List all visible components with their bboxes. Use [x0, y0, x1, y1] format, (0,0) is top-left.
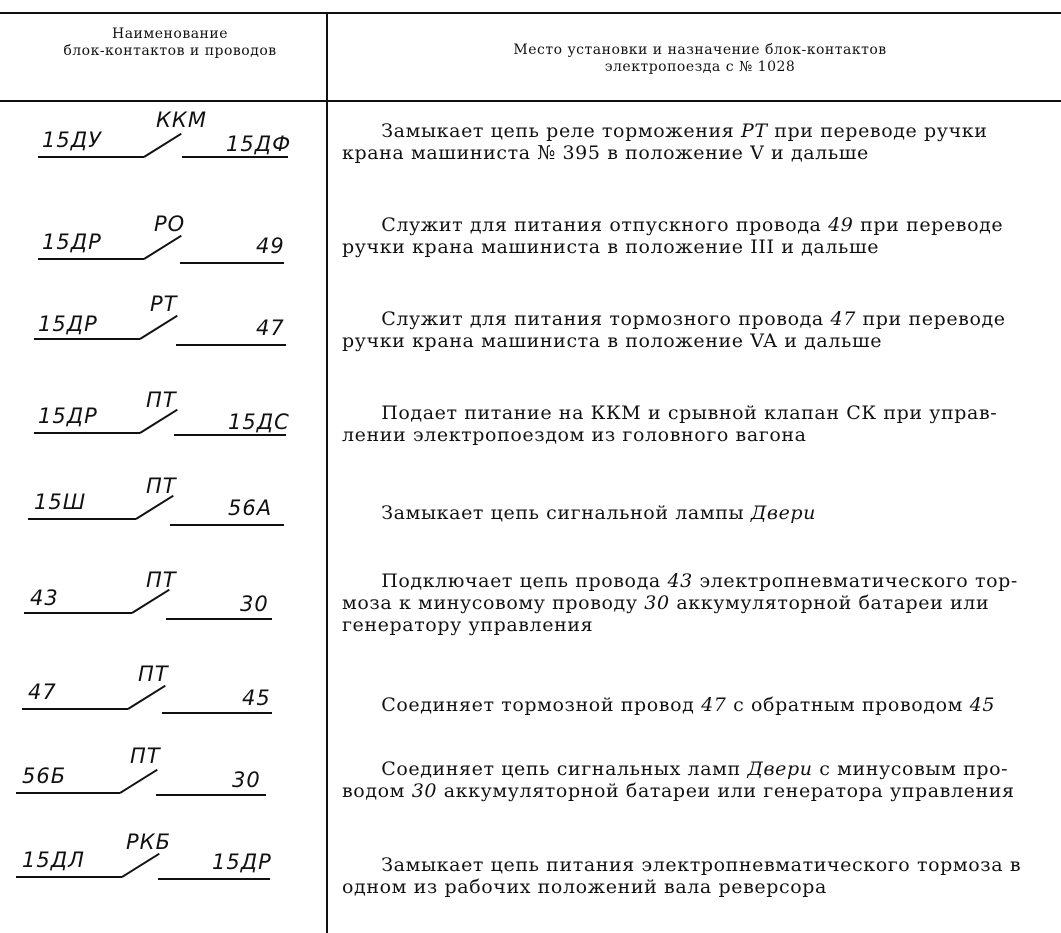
desc-text: моза к минусовому проводу: [342, 592, 638, 614]
right-wire-label: 15ДС: [228, 410, 290, 434]
contact-diagram: [0, 830, 326, 930]
contact-blade: [143, 235, 181, 260]
right-wire: [166, 618, 272, 620]
left-wire-label: 43: [30, 586, 59, 610]
contact-label: ПТ: [130, 744, 161, 768]
desc-text: Соединяет цепь сигнальных ламп: [381, 758, 741, 780]
row-description: [342, 694, 1054, 716]
right-wire-label: 15ДР: [212, 850, 272, 874]
desc-line: [342, 854, 1054, 876]
right-wire: [182, 156, 288, 158]
desc-italic: Двери: [747, 758, 813, 780]
left-wire: [38, 156, 144, 158]
desc-italic: 47: [701, 694, 727, 716]
header-right: [340, 42, 1060, 76]
header-left-line1: Наименование: [112, 26, 228, 42]
right-wire: [174, 434, 286, 436]
left-wire: [34, 432, 140, 434]
contact-diagram: [0, 566, 326, 662]
left-wire: [28, 518, 136, 520]
desc-text: Служит для питания отпускного провода: [381, 214, 822, 236]
right-wire-label: 30: [232, 768, 261, 792]
row-description: [342, 120, 1054, 164]
desc-text: при переводе ручки: [774, 120, 988, 142]
desc-line: [342, 402, 1054, 424]
desc-text: Подключает цепь провода: [381, 570, 661, 592]
right-wire: [156, 794, 266, 796]
desc-text: Служит для питания тормозного провода: [381, 308, 824, 330]
contact-blade: [119, 769, 157, 794]
table-row: [0, 830, 1061, 930]
contact-blade: [143, 133, 181, 158]
desc-text: аккумуляторной батареи или генератора управления: [443, 780, 1015, 802]
desc-text: Подает питание на ККМ и срывной клапан СК при управ-: [381, 402, 998, 424]
header-right-line2: электропоезда с № 1028: [604, 59, 796, 75]
desc-line: одном из рабочих положений вала реверсора: [342, 876, 827, 898]
desc-text: при переводе: [862, 308, 1006, 330]
table-top-rule: [0, 12, 1061, 14]
header-left: [20, 26, 320, 60]
desc-line: [342, 120, 1054, 142]
desc-line: [342, 592, 1054, 614]
row-description: [342, 854, 1054, 898]
desc-line: [342, 780, 1054, 802]
desc-text: Замыкает цепь питания электропневматического тормоза в: [381, 854, 1022, 876]
row-description: [342, 214, 1054, 258]
contact-diagram: [0, 664, 326, 760]
desc-text: Замыкает цепь реле торможения: [381, 120, 735, 142]
right-wire-label: 30: [240, 592, 269, 616]
row-description: [342, 402, 1054, 446]
desc-text: аккумуляторной батареи или: [676, 592, 990, 614]
left-wire: [16, 876, 122, 878]
row-description: [342, 758, 1054, 802]
desc-italic: Двери: [750, 502, 817, 524]
right-wire-label: 15ДФ: [226, 132, 292, 156]
table-row: [0, 292, 1061, 396]
desc-line: [342, 694, 1054, 716]
contact-diagram: [0, 474, 326, 570]
contact-label: ПТ: [138, 662, 169, 686]
desc-line: генератору управления: [342, 614, 594, 636]
left-wire-label: 15ДР: [38, 312, 98, 336]
contact-blade: [127, 685, 165, 710]
contact-diagram: [0, 292, 326, 396]
contact-blade: [121, 853, 159, 878]
left-wire-label: 15ДУ: [42, 128, 102, 152]
left-wire-label: 15ДЛ: [22, 848, 85, 872]
left-wire-label: 47: [28, 680, 57, 704]
right-wire-label: 49: [256, 234, 285, 258]
right-wire: [176, 344, 286, 346]
left-wire-label: 15ДР: [42, 230, 102, 254]
left-wire: [24, 612, 132, 614]
desc-line: крана машиниста № 395 в положение V и дальше: [342, 142, 869, 164]
left-wire: [16, 792, 120, 794]
contact-label: ПТ: [146, 568, 177, 592]
row-description: [342, 308, 1054, 352]
right-wire: [170, 524, 284, 526]
left-wire: [38, 258, 144, 260]
contact-diagram: [0, 204, 326, 300]
desc-text: водом: [342, 780, 406, 802]
table-row: [0, 566, 1061, 662]
contact-label: РО: [154, 212, 186, 236]
contact-label: РКБ: [126, 830, 171, 854]
desc-italic: 45: [969, 694, 996, 716]
left-wire: [22, 708, 128, 710]
desc-line: [342, 308, 1054, 330]
contact-label: ККМ: [156, 108, 207, 132]
desc-text: с минусовым про-: [819, 758, 1009, 780]
right-wire-label: 45: [242, 686, 271, 710]
desc-italic: 49: [828, 214, 854, 236]
desc-line: ручки крана машиниста в положение III и дальше: [342, 236, 880, 258]
left-wire-label: 15ДР: [38, 404, 98, 428]
contact-blade: [139, 409, 177, 434]
desc-line: ручки крана машиниста в положение VA и дальше: [342, 330, 883, 352]
desc-italic: 47: [830, 308, 856, 330]
desc-text: Соединяет тормозной провод: [381, 694, 695, 716]
table-row: [0, 108, 1061, 204]
left-wire: [34, 338, 140, 340]
contact-diagram: [0, 388, 326, 484]
header-bottom-rule: [0, 100, 1061, 102]
right-wire-label: 56А: [228, 496, 273, 520]
contact-blade: [131, 589, 169, 614]
desc-italic: 43: [667, 570, 693, 592]
contact-blade: [135, 495, 173, 520]
contact-label: ПТ: [146, 388, 177, 412]
contact-label: ПТ: [146, 474, 177, 498]
left-wire-label: 15Ш: [34, 490, 87, 514]
right-wire-label: 47: [256, 316, 285, 340]
desc-line: [342, 502, 1054, 524]
desc-italic: 30: [644, 592, 670, 614]
header-right-line1: Место установки и назначение блок-контактов: [513, 42, 887, 58]
desc-text: Замыкает цепь сигнальной лампы: [381, 502, 745, 524]
desc-line: лении электропоездом из головного вагона: [342, 424, 807, 446]
desc-line: [342, 570, 1054, 592]
desc-italic: 30: [411, 780, 438, 802]
right-wire: [158, 878, 270, 880]
contact-diagram: [0, 108, 326, 204]
left-wire-label: 56Б: [22, 764, 67, 788]
right-wire: [180, 262, 284, 264]
row-description: [342, 502, 1054, 524]
desc-text: электропневматического тор-: [699, 570, 1018, 592]
desc-line: [342, 758, 1054, 780]
desc-line: [342, 214, 1054, 236]
contact-label: РТ: [150, 292, 178, 316]
table-row: [0, 474, 1061, 570]
desc-text: при переводе: [860, 214, 1004, 236]
table-row: [0, 388, 1061, 484]
right-wire: [162, 712, 272, 714]
desc-text: с обратным проводом: [733, 694, 963, 716]
table-row: [0, 204, 1061, 300]
header-left-line2: блок-контактов и проводов: [63, 43, 277, 59]
desc-italic: РТ: [740, 120, 768, 142]
row-description: [342, 570, 1054, 636]
contact-blade: [139, 315, 177, 340]
